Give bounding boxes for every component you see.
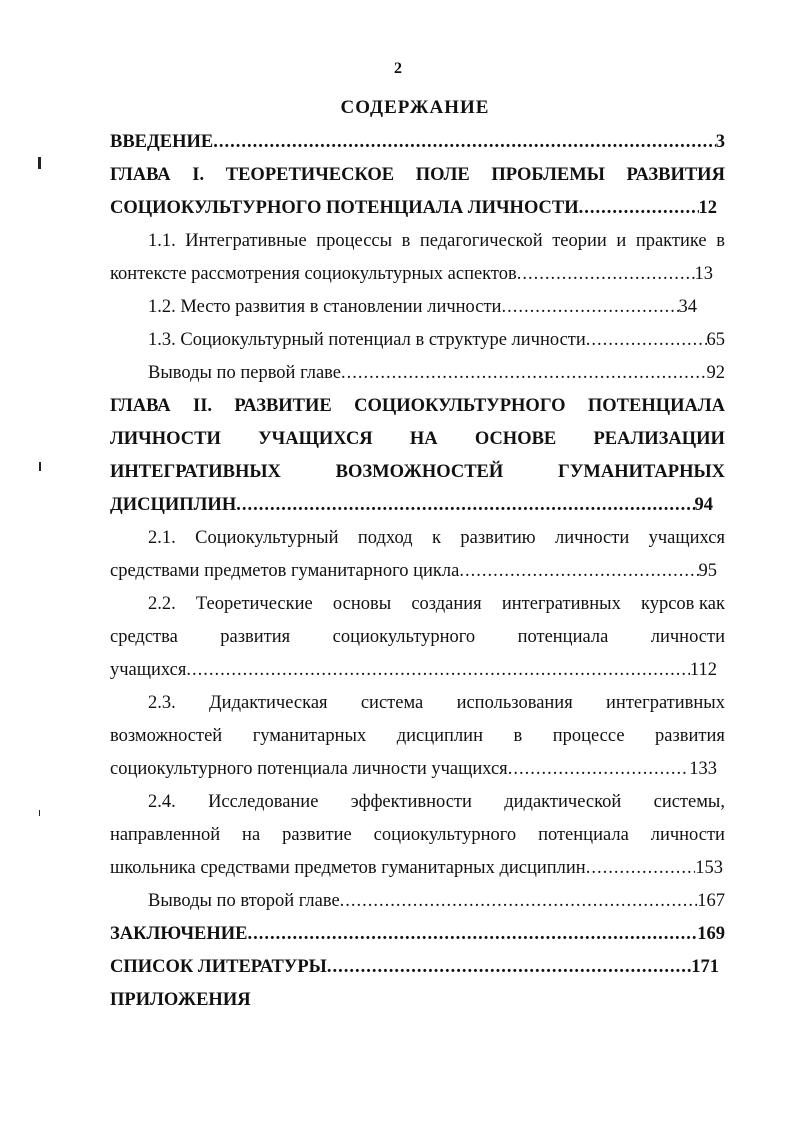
leader-dots: [213, 126, 716, 159]
word: развитию: [460, 528, 536, 548]
word: 2.1.: [148, 528, 176, 548]
word: к: [431, 528, 441, 548]
toc-section-2-4-line-1[interactable]: [110, 786, 725, 819]
toc-section-2-4-line-2[interactable]: [110, 819, 725, 852]
toc-entry-text: средствами предметов гуманитарного цикла: [110, 561, 460, 581]
toc-conclusions-2[interactable]: [110, 885, 725, 918]
word: НА: [409, 429, 438, 449]
word: личности: [650, 627, 725, 647]
word: Социокультурный: [195, 528, 339, 548]
page-ref: 112: [689, 660, 717, 680]
word: интегративных: [501, 594, 621, 614]
word: ПОТЕНЦИАЛА: [587, 396, 725, 416]
word: гуманитарных: [252, 726, 367, 746]
word: в: [401, 231, 411, 251]
word: интегративных: [606, 693, 725, 713]
word: РЕАЛИЗАЦИИ: [593, 429, 725, 449]
leader-dots: [501, 291, 678, 324]
page-ref: 153: [695, 858, 723, 878]
toc-entry-references[interactable]: [110, 951, 725, 984]
toc-section-2-1-line-1[interactable]: [110, 522, 725, 555]
word: практике: [635, 231, 707, 251]
word: системы,: [653, 792, 725, 812]
toc-entry-text: СПИСОК ЛИТЕРАТУРЫ: [110, 957, 327, 977]
leader-dots: [248, 918, 698, 951]
word: дидактической: [504, 792, 622, 812]
word: ОСНОВЕ: [474, 429, 557, 449]
toc-chapter-2-line-3[interactable]: [110, 456, 725, 489]
leader-dots: [340, 885, 698, 918]
page-ref: 167: [697, 891, 725, 911]
word: РАЗВИТИЯ: [626, 165, 725, 185]
page-ref: 92: [706, 363, 725, 383]
page-ref: 95: [698, 561, 717, 581]
word: ТЕОРЕТИЧЕСКОЕ: [225, 165, 395, 185]
word: в: [513, 726, 523, 746]
leader-dots: [586, 852, 696, 885]
toc-entry-text: ПРИЛОЖЕНИЯ: [110, 990, 251, 1010]
word: ВОЗМОЖНОСТЕЙ: [335, 462, 504, 482]
page-ref: 171: [691, 957, 719, 977]
word: ПРОБЛЕМЫ: [491, 165, 605, 185]
word: и: [616, 231, 627, 251]
word: 2.2.: [148, 594, 176, 614]
word: социокультурного: [373, 825, 517, 845]
leader-dots: [517, 258, 695, 291]
word: личности: [554, 528, 630, 548]
word: процессе: [552, 726, 625, 746]
word: возможностей: [110, 726, 223, 746]
toc-entry-text: ЗАКЛЮЧЕНИЕ: [110, 924, 248, 944]
word: потенциала: [517, 627, 609, 647]
word: развитие: [282, 825, 352, 845]
toc-conclusions-1[interactable]: [110, 357, 725, 390]
toc-section-2-2-line-1[interactable]: [110, 588, 725, 621]
toc-section-2-2-line-2[interactable]: [110, 621, 725, 654]
scan-mark: [38, 157, 41, 169]
leader-dots: [579, 192, 699, 225]
word: личности: [650, 825, 725, 845]
word: ГЛАВА: [110, 165, 171, 185]
toc-section-2-3-line-1[interactable]: [110, 687, 725, 720]
word: процессы: [316, 231, 393, 251]
scan-mark: [39, 810, 40, 816]
toc-entry-text: ВВЕДЕНИЕ: [110, 132, 214, 152]
toc-entry-text: Выводы по второй главе: [148, 891, 340, 911]
word: использования: [456, 693, 573, 713]
word: потенциала: [538, 825, 629, 845]
table-of-contents: [110, 126, 725, 1017]
word: ГЛАВА: [110, 396, 171, 416]
leader-dots: [186, 654, 690, 687]
word: дисциплин: [396, 726, 483, 746]
word: направленной: [110, 825, 221, 845]
toc-section-1-1-line-2[interactable]: [110, 258, 725, 291]
word: создания: [411, 594, 482, 614]
leader-dots: [586, 324, 707, 357]
word: ГУМАНИТАРНЫХ: [558, 462, 725, 482]
toc-entry-text: ДИСЦИПЛИН: [110, 495, 237, 515]
word: подход: [357, 528, 413, 548]
page-ref: 94: [694, 495, 713, 515]
word: курсов как: [641, 594, 725, 614]
word: основы: [332, 594, 392, 614]
page-ref: 3: [715, 132, 725, 152]
word: УЧАЩИХСЯ: [258, 429, 373, 449]
page-ref: 12: [698, 198, 717, 218]
toc-chapter-2-line-2[interactable]: [110, 423, 725, 456]
word: 2.4.: [148, 792, 176, 812]
word: эффективности: [350, 792, 472, 812]
leader-dots: [459, 555, 698, 588]
word: система: [360, 693, 424, 713]
word: ЛИЧНОСТИ: [110, 429, 221, 449]
toc-entry-text: 1.2. Место развития в становлении личности: [148, 297, 502, 317]
toc-entry-intro[interactable]: [110, 126, 725, 159]
word: развития: [220, 627, 291, 647]
toc-section-2-3-line-3[interactable]: [110, 753, 725, 786]
word: Теоретические: [195, 594, 313, 614]
leader-dots: [236, 489, 694, 522]
word: Интегративные: [185, 231, 307, 251]
toc-chapter-1-line-1[interactable]: [110, 159, 725, 192]
word: ПОЛЕ: [415, 165, 470, 185]
page-number: 2: [394, 60, 402, 77]
toc-entry-text: контексте рассмотрения социокультурных аспектов: [110, 264, 517, 284]
toc-entry-text: Выводы по первой главе: [148, 363, 342, 383]
word: педагогической: [419, 231, 543, 251]
word: 1.1.: [148, 231, 176, 251]
word: на: [242, 825, 261, 845]
toc-chapter-2-line-1[interactable]: [110, 390, 725, 423]
word: Дидактическая: [209, 693, 328, 713]
toc-entry-conclusion[interactable]: [110, 918, 725, 951]
page-ref: 65: [706, 330, 725, 350]
word: социокультурного: [332, 627, 476, 647]
toc-section-1-3[interactable]: [110, 324, 725, 357]
toc-section-2-3-line-2[interactable]: [110, 720, 725, 753]
word: учащихся: [648, 528, 725, 548]
leader-dots: [508, 753, 690, 786]
toc-section-1-2[interactable]: [110, 291, 725, 324]
toc-entry-text: социокультурного потенциала личности учащихся: [110, 759, 508, 779]
page-ref: 13: [694, 264, 713, 284]
toc-section-2-4-line-3[interactable]: [110, 852, 725, 885]
page-ref: 34: [678, 297, 697, 317]
toc-entry-text: 1.3. Социокультурный потенциал в структуре личности: [148, 330, 586, 350]
toc-chapter-1-line-2[interactable]: [110, 192, 725, 225]
page-ref: 133: [689, 759, 717, 779]
word: РАЗВИТИЕ: [234, 396, 332, 416]
toc-section-1-1-line-1[interactable]: [110, 225, 725, 258]
page-ref: 169: [697, 924, 725, 944]
word: 2.3.: [148, 693, 176, 713]
leader-dots: [327, 951, 691, 984]
toc-chapter-2-line-4[interactable]: [110, 489, 725, 522]
toc-entry-text: СОЦИОКУЛЬТУРНОГО ПОТЕНЦИАЛА ЛИЧНОСТИ: [110, 198, 579, 218]
word: ИНТЕГРАТИВНЫХ: [110, 462, 281, 482]
toc-entry-text: учащихся: [110, 660, 187, 680]
page-title: СОДЕРЖАНИЕ: [340, 97, 490, 118]
word: СОЦИОКУЛЬТУРНОГО: [354, 396, 566, 416]
word: средства: [110, 627, 178, 647]
word: теории: [552, 231, 607, 251]
leader-dots: [341, 357, 706, 390]
word: II.: [193, 396, 213, 416]
toc-section-2-2-line-3[interactable]: [110, 654, 725, 687]
word: в: [716, 231, 725, 251]
word: Исследование: [208, 792, 319, 812]
word: развития: [655, 726, 725, 746]
toc-entry-appendices[interactable]: [110, 984, 725, 1017]
word: I.: [192, 165, 205, 185]
toc-section-2-1-line-2[interactable]: [110, 555, 725, 588]
scan-mark: [39, 462, 41, 471]
toc-entry-text: школьника средствами предметов гуманитарных дисциплин: [110, 858, 586, 878]
